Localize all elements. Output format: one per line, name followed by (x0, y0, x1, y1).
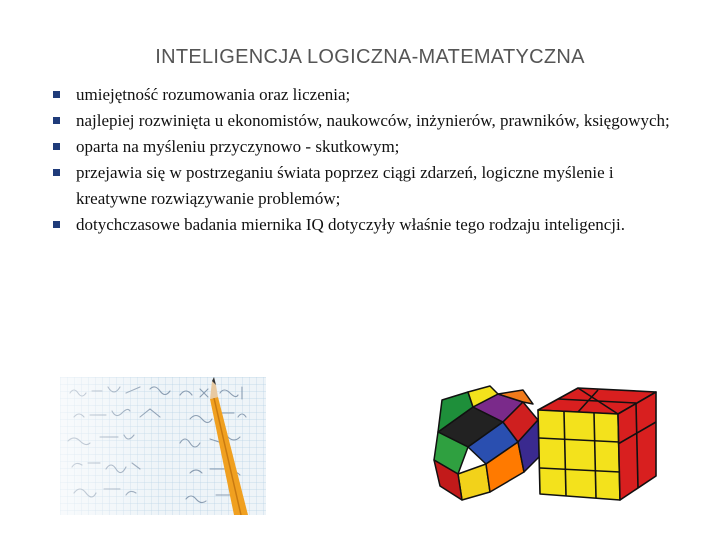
bullet-text: najlepiej rozwinięta u ekonomistów, naukowców, inżynierów, prawników, księgowych; (76, 111, 670, 130)
bullet-text: przejawia się w postrzeganiu świata poprzez ciągi zdarzeń, logiczne myślenie i kreatywne rozwiązywanie problemów; (76, 163, 614, 208)
math-notebook-image (60, 377, 266, 515)
bullet-text: oparta na myśleniu przyczynowo - skutkowym; (76, 137, 400, 156)
bullet-item (48, 134, 688, 160)
square-one-cube-icon (538, 388, 656, 500)
puzzle-cubes-image (428, 382, 658, 502)
bullet-text: umiejętność rozumowania oraz liczenia; (76, 85, 351, 104)
bullet-text: dotychczasowe badania miernika IQ dotyczyły właśnie tego rodzaju inteligencji. (76, 215, 625, 234)
scrambled-puzzle-cube-icon (434, 386, 544, 500)
square-bullet-icon (53, 169, 60, 176)
bullet-item (48, 108, 688, 134)
square-bullet-icon (53, 91, 60, 98)
bullet-item (48, 82, 688, 108)
bullet-item (48, 160, 688, 212)
square-bullet-icon (53, 143, 60, 150)
square-bullet-icon (53, 221, 60, 228)
square-bullet-icon (53, 117, 60, 124)
bullet-item (48, 212, 688, 238)
bullet-list (48, 82, 688, 238)
slide-title: INTELIGENCJA LOGICZNA-MATEMATYCZNA (155, 46, 585, 68)
